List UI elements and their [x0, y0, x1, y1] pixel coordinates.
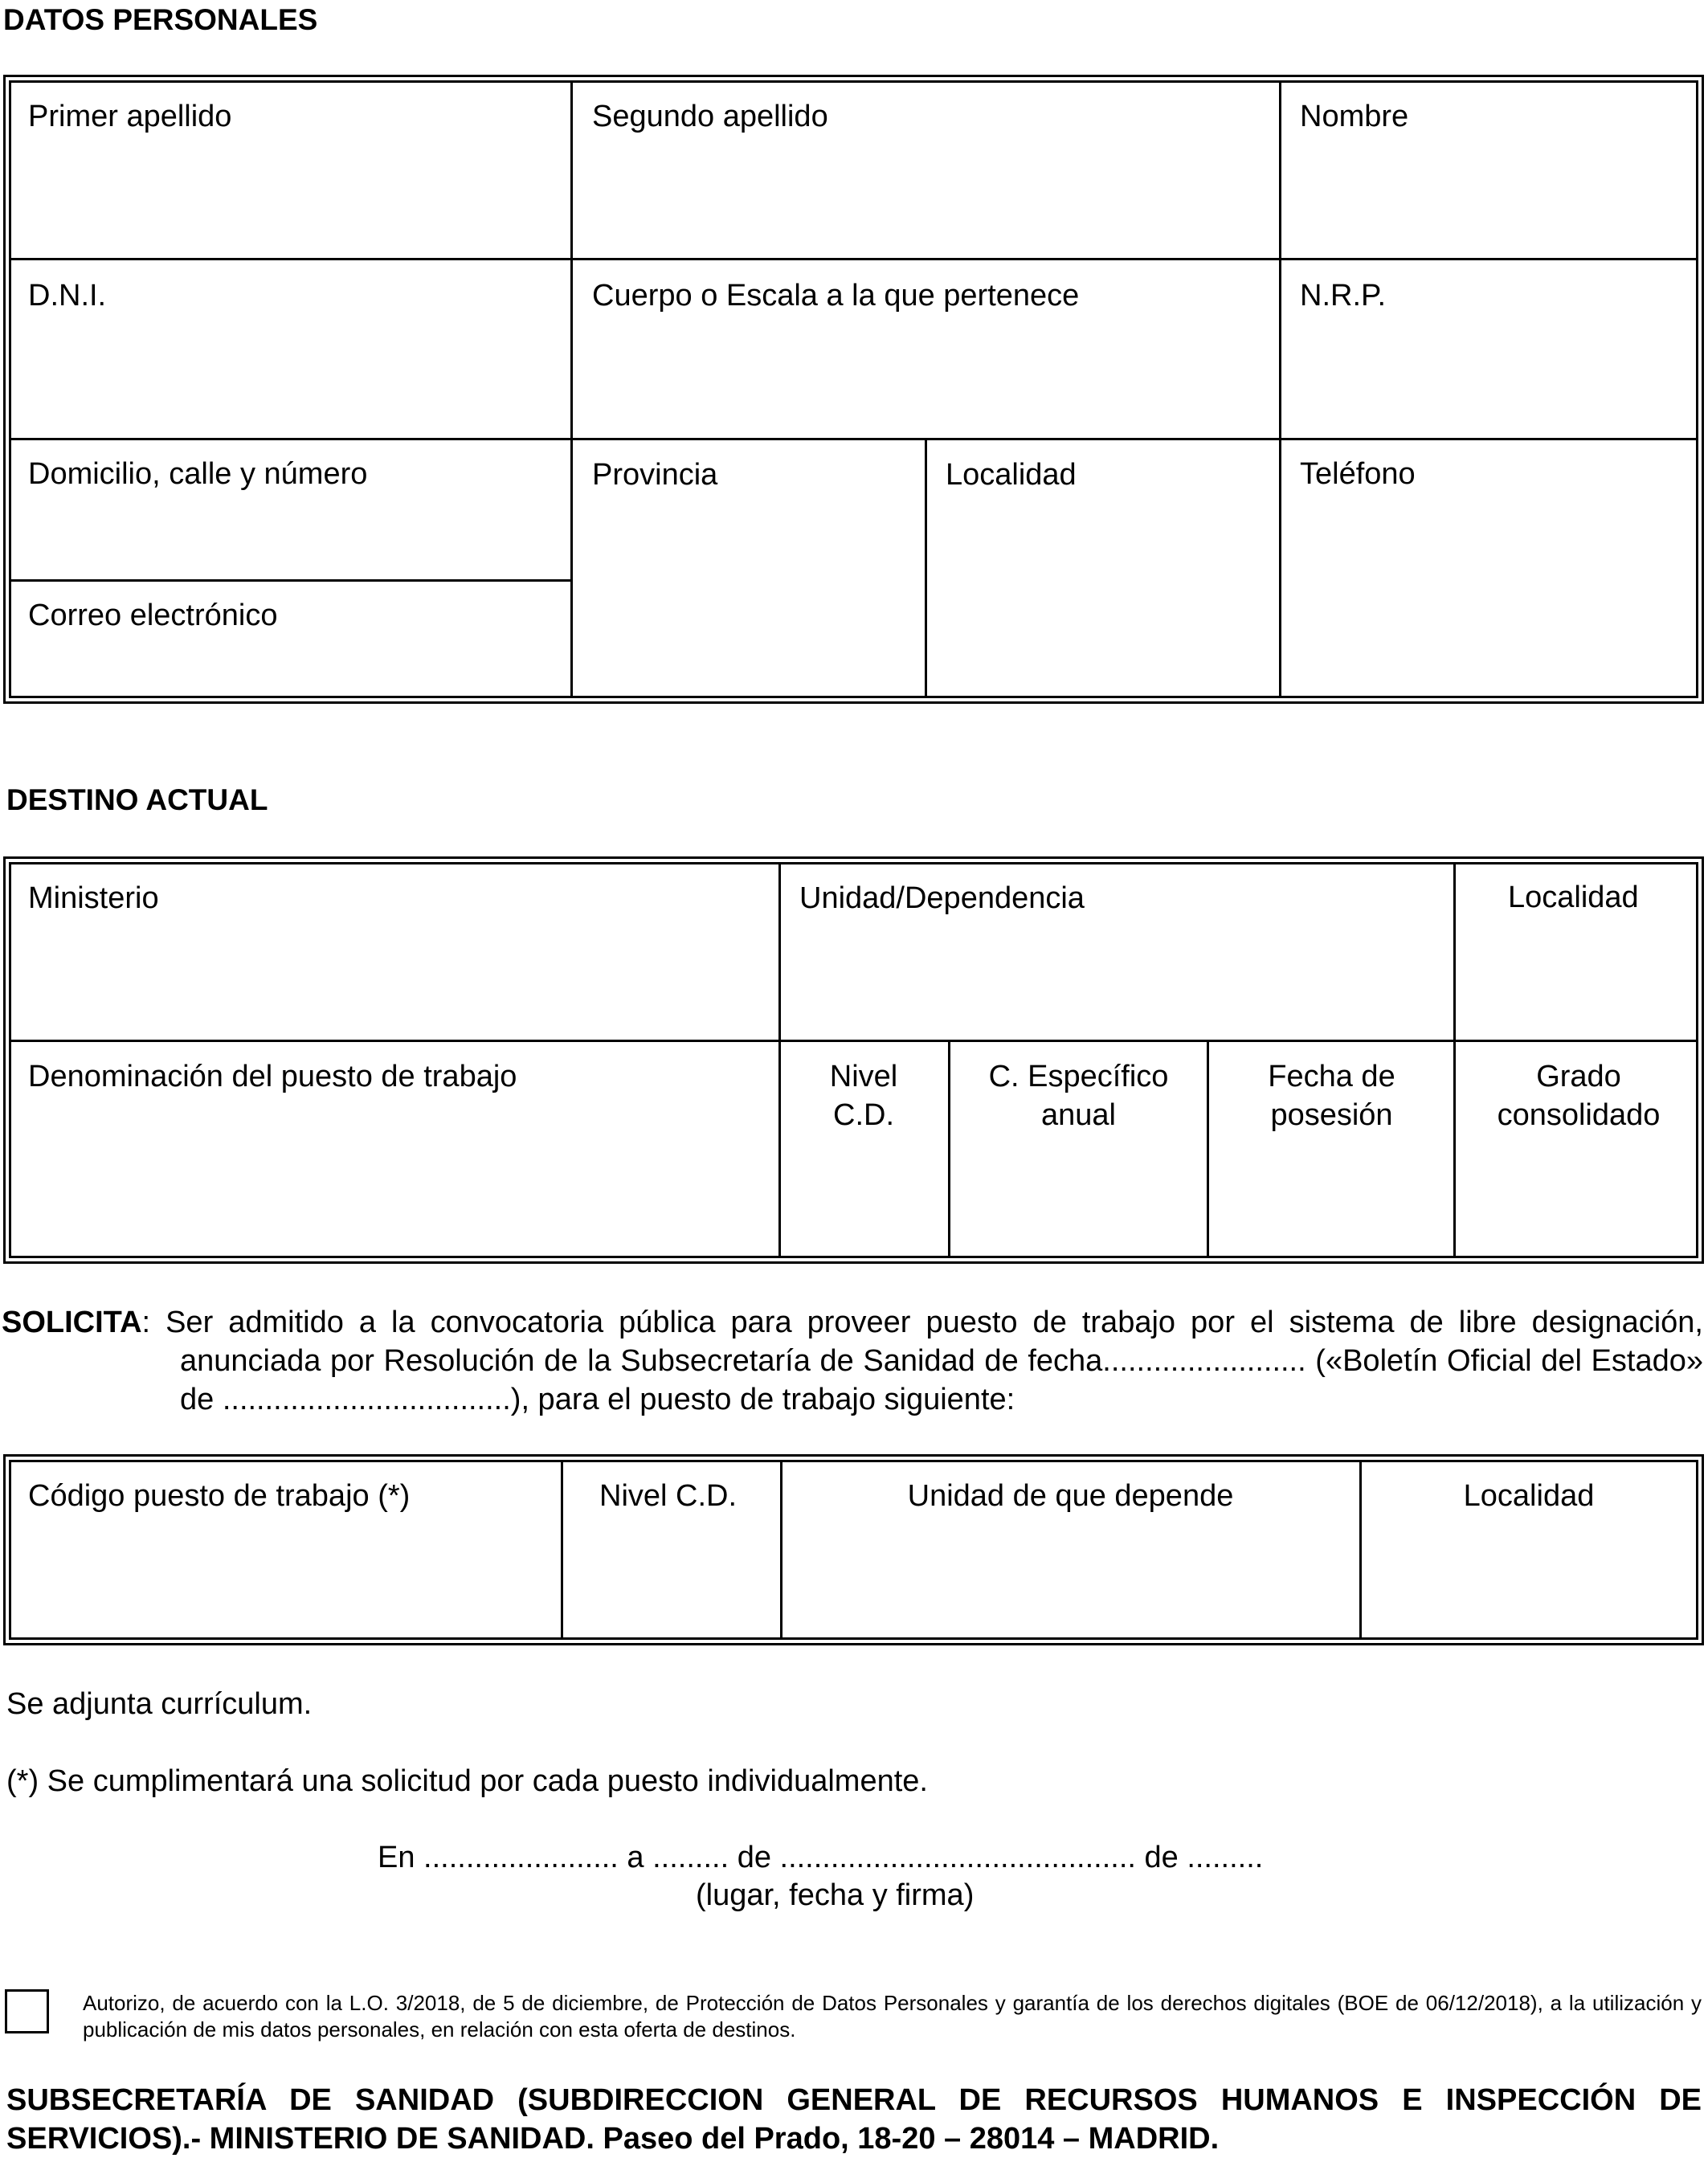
label-domicilio: Domicilio, calle y número [28, 457, 368, 491]
label-correo-electronico: Correo electrónico [28, 599, 278, 632]
solicita-text: : Ser admitido a la convocatoria pública para proveer puesto de trabajo por el sistema de libre designación, anunciada por Resolución de la Subsecretaría de Sanidad de fecha........................ («Boletín Oficial del Estado» de ..................................), para el puesto de trabajo siguiente: [141, 1306, 1703, 1416]
label-nrp: N.R.P. [1300, 279, 1387, 313]
label-grado-consolidado: Grado consolidado [1497, 1060, 1661, 1132]
label-localidad: Localidad [946, 458, 1077, 492]
section-title-datos-personales: DATOS PERSONALES [3, 3, 318, 36]
note-asterisk: (*) Se cumplimentará una solicitud por cada puesto individualmente. [6, 1764, 928, 1798]
note-curriculum: Se adjunta currículum. [6, 1687, 313, 1721]
solicita-label: SOLICITA [2, 1306, 142, 1339]
solicita-paragraph [2, 1303, 1703, 1419]
label-nivel-cd-puesto: Nivel C.D. [599, 1479, 738, 1513]
consent-text: Autorizo, de acuerdo con la L.O. 3/2018, de 5 de diciembre, de Protección de Datos Personales y garantía de los derechos digitales (BOE de 06/12/2018), a la utilización y publicación de mis datos personales, en relación con esta oferta de destinos. [83, 1991, 1702, 2042]
footer-address: SUBSECRETARÍA DE SANIDAD (SUBDIRECCION GENERAL DE RECURSOS HUMANOS E INSPECCIÓN DE SERVICIOS).- MINISTERIO DE SANIDAD. Paseo del Prado, 18-20 – 28014 – MADRID. [6, 2083, 1702, 2156]
label-cuerpo-escala: Cuerpo o Escala a la que pertenece [592, 279, 1080, 313]
label-primer-apellido: Primer apellido [28, 100, 232, 133]
label-segundo-apellido: Segundo apellido [592, 100, 828, 133]
section-title-destino-actual: DESTINO ACTUAL [6, 783, 268, 816]
label-unidad-dependencia: Unidad/Dependencia [799, 881, 1085, 915]
signature-line: En ....................... a ......... de .......................................... de ......... [378, 1841, 1264, 1874]
label-codigo-puesto: Código puesto de trabajo (*) [28, 1479, 411, 1513]
label-nombre: Nombre [1300, 100, 1409, 133]
label-localidad-puesto: Localidad [1463, 1479, 1595, 1513]
signature-caption: (lugar, fecha y firma) [696, 1878, 975, 1912]
label-localidad-destino: Localidad [1508, 881, 1639, 914]
label-c-especifico: C. Específico anual [988, 1060, 1169, 1132]
label-nivel-cd-destino: Nivel C.D. [829, 1060, 898, 1132]
label-fecha-posesion: Fecha de posesión [1268, 1060, 1395, 1132]
label-provincia: Provincia [592, 458, 718, 492]
label-dni: D.N.I. [28, 279, 107, 313]
consent-checkbox[interactable] [5, 1989, 49, 2033]
label-denominacion: Denominación del puesto de trabajo [28, 1060, 517, 1093]
label-telefono: Teléfono [1300, 457, 1416, 491]
label-ministerio: Ministerio [28, 881, 159, 915]
label-unidad-depende: Unidad de que depende [907, 1479, 1234, 1513]
